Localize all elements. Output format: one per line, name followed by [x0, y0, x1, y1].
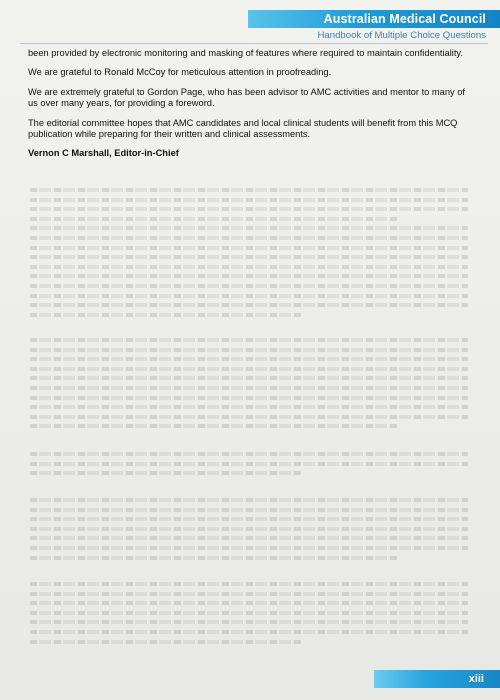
main-text: [28, 48, 476, 168]
signature: Vernon C Marshall, Editor-in-Chief: [28, 148, 179, 159]
show-through-block: [30, 498, 468, 565]
page-number: xiii: [468, 673, 484, 685]
footer-banner: [374, 670, 500, 688]
show-through-block: [30, 582, 468, 649]
paragraph: We are extremely grateful to Gordon Page, who has been advisor to AMC activities and mentor to many of us over many years, for providing a foreword.: [28, 86, 466, 109]
header-divider: [20, 43, 488, 44]
paragraph: We are grateful to Ronald McCoy for meticulous attention in proofreading.: [28, 67, 332, 78]
show-through-block: [30, 188, 468, 322]
show-through-block: [30, 452, 468, 481]
header-subtitle: Handbook of Multiple Choice Questions: [317, 30, 486, 41]
paragraph: been provided by electronic monitoring and masking of features where required to maintain confidentiality.: [28, 48, 463, 58]
header-banner: [248, 10, 500, 28]
paragraph: The editorial committee hopes that AMC candidates and local clinical students will benefit from this MCQ publication while preparing for their written and clinical assessments.: [28, 117, 458, 140]
header-title: Australian Medical Council: [323, 12, 486, 26]
show-through-block: [30, 338, 468, 434]
